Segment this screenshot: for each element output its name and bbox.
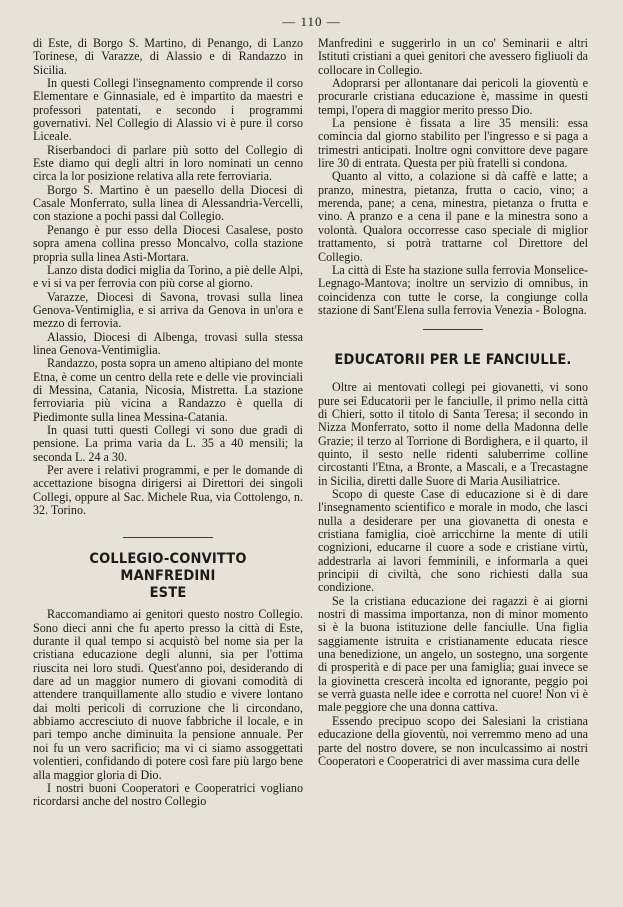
paragraph: Manfredini e suggerirlo in un co' Seminarii e altri Istituti cristiani a quei genitori che avessero figliuoli da collocare in Collegio. xyxy=(318,36,588,77)
paragraph: Oltre ai mentovati collegi pei giovanetti, vi sono pure sei Educatorii per le fanciulle, il primo nella città di Chieri, sotto il titolo di Santa Teresa; il secondo in Nizza Monferrato, sotto il nome della Madonna delle Grazie; il terzo al Torrione di Bordighera, e il quarto, il quinto, il sesto nelle ridenti saluberrime colline circostanti l'Etna, a Bronte, a Mascali, e a Trecastagne in Sicilia, diretti dalle Suore di Maria Ausiliatrice. xyxy=(318,380,588,488)
paragraph: Borgo S. Martino è un paesello della Diocesi di Casale Monferrato, sulla linea di Alessandria-Vercelli, con stazione a pochi passi dal Collegio. xyxy=(33,182,303,224)
paragraph: In quasi tutti questi Collegi vi sono due gradi di pensione. La prima varia da L. 35 a 40 mensili; la seconda L. 24 a 30. xyxy=(33,422,303,464)
paragraph: Quanto al vitto, a colazione si dà caffè e latte; a pranzo, minestra, pietanza, frutta o cacio, vino; a merenda, pane; a cena, minestra, pietanza o frutta e vino. A pranzo e a cena il pane e la minestra sono a volontà. Qualora occorresse caso speciale di miglior trattamento, si potrà trattarne col Direttore del Collegio. xyxy=(318,169,588,264)
left-column xyxy=(33,37,303,809)
paragraph: Lanzo dista dodici miglia da Torino, a piè delle Alpi, e vi si va per ferrovia con più corse al giorno. xyxy=(33,262,303,291)
section-heading-line1: COLLEGIO-CONVITTO MANFREDINI xyxy=(89,551,247,585)
section-heading-line2: ESTE xyxy=(149,585,187,602)
page-number: — 110 — xyxy=(282,14,341,29)
paragraph: Varazze, Diocesi di Savona, trovasi sulla linea Genova-Ventimiglia, e si arriva da Genova in un'ora e mezzo di ferrovia. xyxy=(33,289,303,331)
section-heading: EDUCATORII PER LE FANCIULLE. xyxy=(334,352,572,369)
paragraph: La città di Este ha stazione sulla ferrovia Monselice-Legnago-Mantova; inoltre un servizio di omnibus, in coincidenza con tutte le corse, la congiunge colla stazione di Sant'Elena sulla ferrovia Venezia - Bologna. xyxy=(318,262,588,317)
paragraph: In questi Collegi l'insegnamento comprende il corso Elementare e Ginnasiale, ed è impartito da maestri e professori patentati, e secondo i programmi governativi. Nel Collegio di Alassio vi è pure il corso Liceale. xyxy=(33,76,303,144)
paragraph: di Este, di Borgo S. Martino, di Penango, di Lanzo Torinese, di Varazze, di Alassio e di Randazzo in Sicilia. xyxy=(33,36,303,77)
paragraph: Alassio, Diocesi di Albenga, trovasi sulla stessa linea Genova-Ventimiglia. xyxy=(33,329,303,357)
paragraph: Se la cristiana educazione dei ragazzi è ai giorni nostri di massima importanza, non di minor momento si è la buona istituzione delle fanciulle. Una figlia saggiamente istruita e cristianamente educata riesce una benedizione, un angelo, un sostegno, una sorgente di prosperità e di pace per una famiglia; guai invece se la giovinetta crescerà incolta ed ignorante, peggio poi se verrà guasta nelle idee e corrotta nel cuore! Non vi è male peggiore che una donna cattiva. xyxy=(318,593,588,715)
paragraph: Adoprarsi per allontanare dai pericoli la gioventù e procurarle cristiana educazione è, massime in questi tempi, l'opera di maggior merito presso Dio. xyxy=(318,76,588,117)
section-divider xyxy=(123,537,213,538)
paragraph: Riserbandoci di parlare più sotto del Collegio di Este diamo qui degli altri in loro nominati un cenno circa la lor posizione relativa alla rete ferroviaria. xyxy=(33,142,303,184)
paragraph: Essendo precipuo scopo dei Salesiani la cristiana educazione della gioventù, noi verremmo meno ad una parte del nostro dovere, se non inculcassimo ai nostri Cooperatori e Cooperatrici di aver massima cura delle xyxy=(318,713,588,768)
section-divider xyxy=(423,329,483,330)
paragraph: La pensione è fissata a lire 35 mensili: essa comincia dal giorno stabilito per l'ingresso e si paga a trimestri anticipati. Inoltre ogni convittore deve pagare lire 30 di entrata. Questa per più fratelli si condona. xyxy=(318,116,588,171)
paragraph: Raccomandiamo ai genitori questo nostro Collegio. Sono dieci anni che fu aperto presso la città di Este, durante il qual tempo si acquistò bel nome sia per la cristiana educazione degli alunni, sia per l'ottima riuscita nei loro studi. Quest'anno poi, desiderando di dare ad un maggior numero di giovani comodità di attendere tranquillamente allo studio e vivere lontano dai molti pericoli di corruzione che li circondano, abbiamo accresciuto di nuove fabbriche il locale, e in pari tempo anche diminuita la pensione annuale. Per noi fu un vero sacrificio; ma vi ci siamo assoggettati volentieri, confidando di potere così fare più largo bene alla maggior gloria di Dio. xyxy=(33,607,303,782)
right-column xyxy=(318,37,588,768)
paragraph: I nostri buoni Cooperatori e Cooperatrici vogliano ricordarsi anche del nostro Collegio xyxy=(33,780,303,809)
paragraph: Per avere i relativi programmi, e per le domande di accettazione bisogna dirigersi ai Direttori dei singoli Collegi, oppure al Sac. Michele Rua, via Cottolengo, n. 32. Torino. xyxy=(33,463,303,518)
paragraph: Penango è pur esso della Diocesi Casalese, posto sopra amena collina presso Moncalvo, colla stazione propria sulla linea Asti-Mortara. xyxy=(33,222,303,264)
paragraph: Randazzo, posta sopra un ameno altipiano del monte Etna, è come un centro della rete e delle vie provinciali di Messina, Catania, Nicosia, Mistretta. La stazione ferroviaria più vicina a Randazzo è quella di Piedimonte sulla linea Messina-Catania. xyxy=(33,356,303,424)
paragraph: Scopo di queste Case di educazione si è di dare l'insegnamento scientifico e morale in modo, che lasci nulla a desiderare per una giovanetta di onesta e cristiana famiglia, cioè arricchirne la mente di utili cognizioni, educarne il cuore a sode e cristiane virtù, addestrarla ai lavori femminili, e informarla a quei principii di civiltà, che sono richiesti dalla sua condizione. xyxy=(318,486,588,595)
